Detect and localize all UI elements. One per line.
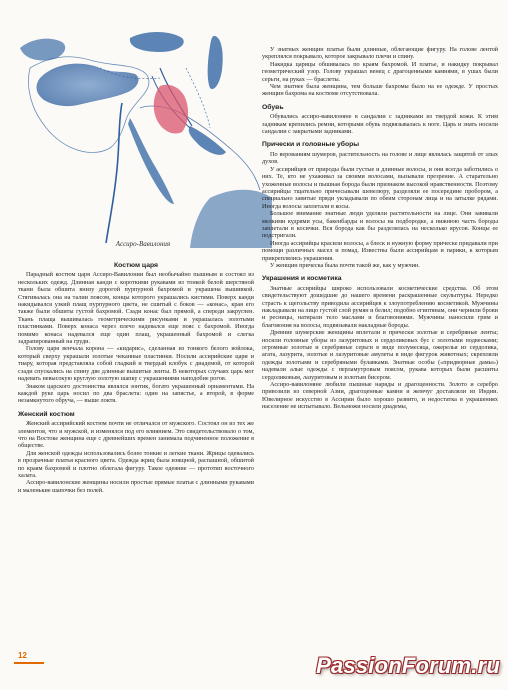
page-number-underline: [14, 662, 44, 664]
paragraph: Большое внимание знатные люди уделяли растительности на лице. Они завивали мелкими кудрями усы, бакенбарды и волосы на подбородке, а нижнюю часть бороды заплетали в косички. Вся борода как бы разделялась на несколько ярусов. Концы ее подстригали.: [262, 210, 498, 240]
section-title-hairstyles: Прически и головные уборы: [262, 141, 360, 149]
map-of-assyria-babylonia: [10, 8, 275, 248]
paragraph: У женщин прическа была почти такой же, как у мужчин.: [270, 261, 420, 269]
paragraph: Женский ассирийский костюм почти не отличался от мужского. Состоял он из тех же элементов, что и мужской, и изменялся под его влиянием. Это свидетельствовало о том, что на Востоке женщина еще с древнейших времен занимала подчиненное положение в обществе.: [18, 420, 254, 450]
left-column: [18, 256, 254, 494]
paragraph: Чем знатнее была женщина, тем больше бахромы было на ее одежде. У простых женщин бахрома на костюме отсутствовала.: [262, 83, 498, 98]
watermark: PassionForum.ru: [316, 653, 500, 678]
paragraph: У ассирийцев от природы были густые и длинные волосы, и они всегда заботились о них. Те, кто не ухаживал за своими волосами, вызывали презрение. А старательно ухоженные волосы и пышная борода были признаком высокой нравственности. Поэтому ассирийцы тщательно причесывали шевелюру, разделяли ее посередине пробором, а специально завитые пряди укладывали по обеим сторонам лица и на затылке рядами. Иногда волосы заплетали в косы.: [262, 165, 498, 210]
section-title-jewelry-cosmetics: Украшения и косметика: [262, 275, 342, 283]
paragraph: Ассиро-вавилоняне любили пышные наряды и драгоценности. Золото и серебро привозили из северной Азии, драгоценные камни и жемчуг доставляли из Индии. Ювелирное искусство в Ассирии было хорошо развито, и недостатка в украшениях население не испытывало. Вельможи носили диадемы,: [262, 381, 498, 411]
paragraph: Древние шумерские женщины вплетали в прически золотые и серебряные ленты; носили головные уборы из лазуритовых и сердоликовых бус с золотыми подвесками; огромные золотые и серебряные серьги в виде полумесяца, ожерелья из сердолика, агата, лазурита, золотые и лазуритовые амулеты в виде фигурок животных; скрепляли одежды золотыми и серебряными булавками. Знатные особы («придворные дамы») надевали алые одежды с перламутровым поясом, рукава которых были расшиты сердоликовым, лазуритовым и золотым бисером.: [262, 329, 498, 381]
page-number: 12: [18, 651, 27, 660]
paragraph: Знаком царского достоинства являлся зонтик, богато украшенный орнаментами. На каждой руке царь носил по два браслета: один на запястье, а второй, в форме незамкнутого обруча, — выше локтя.: [18, 382, 254, 405]
paragraph: Знатные ассирийцы широко использовали косметические средства. Об этом свидетельствуют дошедшие до нашего времени раскрашенные скульптуры. Нередко страсть к щегольству приводила ассирийцев к злоупотреблению косметикой. Мужчины накладывали на лицо густой слой румян и белил; подобно египтянам, они чернили брови и ресницы, натирали тело маслами и благовониями. Мужчины наносили грим и благовония на волосы, подвязывали накладные бороды.: [262, 284, 498, 329]
paragraph: У знатных женщин платья были длинные, облегающие фигуру. На голове лентой укреплялся покрывало, которое закрывало плечи и спину.: [262, 46, 498, 61]
right-column: [262, 46, 498, 411]
section-title-king-costume: Костюм царя: [113, 262, 159, 269]
paragraph: Голову царя венчала корона — «кидарис», сделанная из тонкого белого войлока, который сверху украшали золотые чеканные пластинки. Носили ассирийские цари и тиару, которая представляла собой гладкий и твердый клобук с диадемой, от которой сзади спускались на спину две длинные вышитые ленты. В некоторых случаях царь мог надевать невысокую круглую золотую шапку с украшениями наподобие рогов.: [18, 345, 254, 383]
map-caption: Ассиро-Вавилония: [115, 240, 171, 248]
assyria-region: [154, 85, 188, 134]
paragraph: Парадный костюм царя Ассиро-Вавилонии был необычайно пышным и состоял из нескольких одежд. Длинная канди с короткими рукавами из тонкой белой шерстяной ткани была обшита внизу дорогой пурпурной бахромой и украшена вышивкой. Стягивалась она на талии поясом, концы которого украшались кистями. Поверх канди накидывался узкий плащ пурпурного цвета, не сшитый с боков — «конас», края его также были обшиты густой бахромой. Сзади конас был прямой, а спереди закруглен. Ткань плаща вышивалась геометрическими рисунками и украшалась золотыми пластинками. Поверх конаса через плечо надевался еще пояс с бахромой. Иногда помимо конаса надевался еще один плащ, украшенный бахромой и слегка задрапированный на груди.: [18, 271, 254, 346]
paragraph: Ассиро-вавилонские женщины носили простые прямые платья с длинными рукавами и маленькие шапочки без полей.: [18, 479, 254, 494]
section-title-footwear: Обувь: [262, 103, 284, 111]
paragraph: Для женской одежды использовались более тонкие и легкие ткани. Жрицы одевались в прозрачные платья красного цвета. Одежда жриц была изящной, распашной, обшитой по краям бахромой и плотно облегала фигуру. Такое одеяние — прототип восточного халата.: [18, 449, 254, 479]
section-title-female-costume: Женский костюм: [18, 410, 75, 418]
paragraph: Иногда ассирийцы красили волосы, а блеск и нужную форму прическе придавали при помощи различных масел и помад. Известны были ассирийцам и парики, к которым прикреплялись украшения.: [262, 239, 498, 262]
paragraph: По верованиям шумеров, растительность на голове и лице являлась защитой от злых духов.: [262, 150, 498, 166]
paragraph: Накидка царицы обшивалась по краям бахромой. И платье, и накидку покрывал геометрический узор. Голову украшал венец с драгоценными камнями, в ушах были серьги, на руках — браслеты.: [262, 60, 498, 83]
map-illustration: [10, 8, 275, 248]
paragraph: Обувались ассиро-вавилоняне в сандалии с задниками из твердой кожи. К этим задникам крепились ремни, которыми обувь подвязывалась к ноге. Царь и знать носили сандалии с закрытыми задниками.: [262, 113, 498, 136]
